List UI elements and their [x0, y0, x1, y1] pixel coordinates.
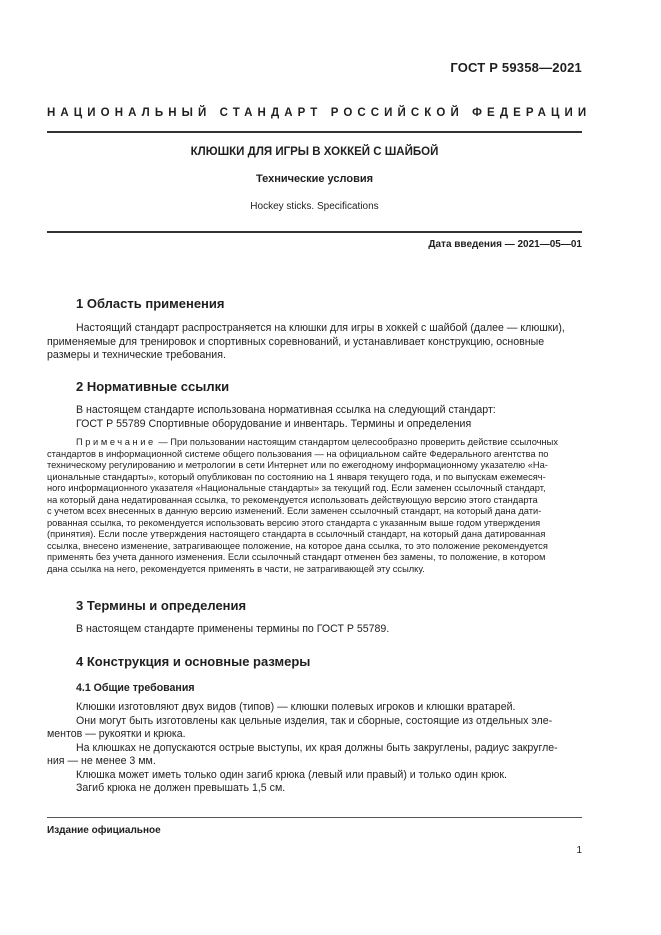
section-4-line-7: Загиб крюка не должен превышать 1,5 см. — [76, 782, 286, 794]
note-line-11: применять без учета данного изменения. Если ссылочный стандарт отменен без замены, то положение, в котором — [47, 552, 546, 562]
section-2-heading: 2 Нормативные ссылки — [76, 379, 230, 394]
note-line-9: (принятия). Если после утверждения настоящего стандарта в ссылочный стандарт, на который дана датированная — [47, 529, 546, 539]
title-divider — [47, 231, 582, 233]
note-line-4: циональные стандарты», который опубликован по состоянию на 1 января текущего года, и по выпускам ежемесяч- — [47, 471, 546, 482]
note-line-10: ссылка, внесено изменение, затрагивающее положение, на которое дана ссылка, то это положение рекомендуется — [47, 540, 548, 551]
note-line-8: рованная ссылка, то рекомендуется использовать версию этого стандарта с указанным выше годом утверждения — [47, 517, 541, 528]
official-edition-label: Издание официальное — [47, 825, 161, 836]
section-1-text — [47, 322, 583, 363]
section-1-line-2: применяемые для тренировок и спортивных соревнований, и устанавливает конструкцию, основные — [47, 335, 545, 348]
national-standard-heading: НАЦИОНАЛЬНЫЙ СТАНДАРТ РОССИЙСКОЙ ФЕДЕРАЦИИ — [47, 107, 592, 119]
section-4-line-2: Они могут быть изготовлены как цельные изделия, так и сборные, состоящие из отдельных эле- — [76, 714, 553, 727]
section-4-line-3: ментов — рукоятки и крюка. — [47, 728, 186, 740]
section-4-heading: 4 Конструкция и основные размеры — [76, 654, 311, 669]
section-4-line-6: Клюшка может иметь только один загиб крюка (левый или правый) и только один крюк. — [76, 768, 507, 781]
standard-number: ГОСТ Р 59358—2021 — [450, 60, 582, 75]
section-2-line-1: В настоящем стандарте использована нормативная ссылка на следующий стандарт: — [76, 404, 496, 416]
note-line-6: на который дана недатированная ссылка, то рекомендуется использовать действующую версию этого стандарта — [47, 494, 538, 505]
document-title-english: Hockey sticks. Specifications — [250, 201, 379, 212]
section-2-note — [47, 437, 583, 575]
document-subtitle: Технические условия — [255, 173, 374, 185]
top-divider — [47, 131, 582, 133]
section-4-text — [47, 701, 583, 796]
section-2-line-2: ГОСТ Р 55789 Спортивные оборудование и инвентарь. Термины и определения — [76, 417, 472, 430]
section-3-line-1: В настоящем стандарте применены термины по ГОСТ Р 55789. — [76, 623, 390, 635]
section-1-line-3: размеры и технические требования. — [47, 349, 226, 361]
section-3-text — [76, 623, 583, 637]
note-line-12: дана ссылка на него, рекомендуется применять в части, не затрагивающей эту ссылку. — [47, 563, 425, 574]
section-3-heading: 3 Термины и определения — [76, 598, 247, 613]
note-line-7: с учетом всех внесенных в данную версию изменений. Если заменен ссылочный стандарт, на который дана дати- — [47, 506, 542, 516]
footer-divider — [47, 817, 582, 818]
section-1-line-1: Настоящий стандарт распространяется на клюшки для игры в хоккей с шайбой (далее — клюшки), — [76, 322, 565, 334]
section-4-1-heading: 4.1 Общие требования — [76, 682, 195, 694]
section-4-line-1: Клюшки изготовляют двух видов (типов) — клюшки полевых игроков и клюшки вратарей. — [76, 701, 516, 713]
note-line-3: техническому регулированию и метрологии в сети Интернет или по ежегодному информационному указателю «На- — [47, 460, 548, 470]
section-4-line-5: ния — не менее 3 мм. — [47, 755, 156, 767]
introduction-date: Дата введения — 2021—05—01 — [428, 239, 582, 250]
page-number: 1 — [576, 845, 582, 856]
section-4-line-4: На клюшках не допускаются острые выступы, их края должны быть закруглены, радиус закругле- — [76, 741, 558, 754]
note-line-5: ного информационного указателя «Национальные стандарты» за текущий год. Если заменен ссылочный стандарт, — [47, 483, 546, 493]
document-title: КЛЮШКИ ДЛЯ ИГРЫ В ХОККЕЙ С ШАЙБОЙ — [190, 146, 439, 158]
note-label: Примечание — [76, 437, 156, 447]
note-line-2: стандартов в информационной системе общего пользования — на официальном сайте Федерального агентства по — [47, 448, 549, 459]
section-2-text — [76, 404, 583, 431]
note-line-1: — При пользовании настоящим стандартом целесообразно проверить действие ссылочных — [155, 437, 558, 447]
section-1-heading: 1 Область применения — [76, 296, 225, 311]
